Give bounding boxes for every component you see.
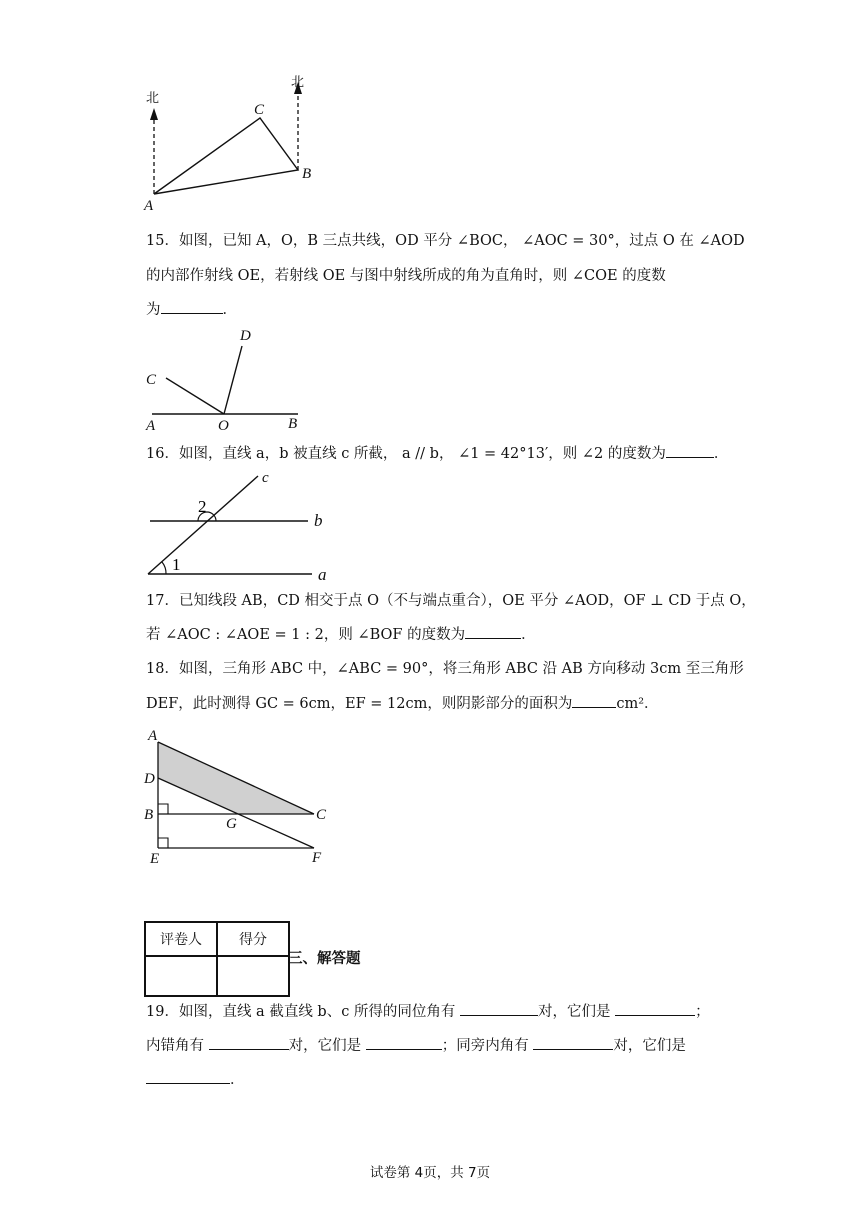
triangle-abc xyxy=(154,118,298,194)
point-o: O xyxy=(218,418,229,434)
q19-line3 xyxy=(146,1069,245,1090)
arrowhead-left xyxy=(150,108,158,120)
point-a: A xyxy=(146,418,156,434)
ray-od xyxy=(224,346,242,414)
point-b: B xyxy=(288,416,298,432)
q19-line1 xyxy=(146,1001,710,1022)
figure-q18 xyxy=(140,726,340,871)
ray-oc xyxy=(166,378,224,414)
q16-text: 如图，直线 a，b 被直线 c 所截， a // b， ∠1 = 42°13′，则 ∠2 的度数为 xyxy=(178,446,666,462)
point-d: D xyxy=(144,771,155,787)
point-a: A xyxy=(148,728,158,744)
q15-answer-blank[interactable] xyxy=(161,299,223,314)
point-c: C xyxy=(316,807,327,823)
q16-suffix: ． xyxy=(713,446,729,462)
angle-2-label: 2 xyxy=(198,497,207,516)
angle-1-label: 1 xyxy=(172,555,181,574)
q19-blank-5[interactable] xyxy=(533,1035,613,1050)
point-c: C xyxy=(146,372,157,388)
q15-line2 xyxy=(146,266,666,286)
q15-text-2: 的内部作射线 OE，若射线 OE 与图中射线所成的角为直角时，则 ∠COE 的度数 xyxy=(146,268,666,284)
reviewer-header: 评卷人 xyxy=(145,922,217,956)
q17-line2 xyxy=(146,624,536,645)
right-angle-e xyxy=(158,838,168,848)
q15-text-1: 如图，已知 A，O，B 三点共线，OD 平分 ∠BOC， ∠AOC = 30°，过点 O 在 ∠AOD xyxy=(178,233,745,249)
q19-line2 xyxy=(146,1035,686,1056)
q19-number: 19． xyxy=(146,1004,179,1020)
q15-line3 xyxy=(146,299,237,320)
point-b: B xyxy=(302,166,312,182)
reviewer-cell[interactable] xyxy=(145,956,217,996)
q19-text-1a: 如图，直线 a 截直线 b、c 所得的同位角有 xyxy=(178,1004,456,1020)
section-title: 三、解答题 xyxy=(288,951,361,967)
q18-answer-blank[interactable] xyxy=(572,693,616,708)
page-footer: 试卷第 4页，共 7页 xyxy=(369,1165,491,1181)
north-label-left: 北 xyxy=(146,91,160,106)
q15-suffix: ． xyxy=(222,302,237,318)
point-a: A xyxy=(144,198,154,214)
angle-1-arc xyxy=(162,562,166,574)
label-c: c xyxy=(262,470,269,486)
point-g: G xyxy=(226,816,237,832)
q18-text-2: DEF，此时测得 GC = 6cm，EF = 12cm，则阴影部分的面积为 xyxy=(146,696,573,712)
score-header: 得分 xyxy=(217,922,289,956)
point-b: B xyxy=(144,807,154,823)
figure-q14 xyxy=(130,70,330,215)
q18-suffix: cm²． xyxy=(616,696,659,712)
q19-blank-2[interactable] xyxy=(615,1001,695,1016)
q19-blank-4[interactable] xyxy=(366,1035,442,1050)
q19-blank-1[interactable] xyxy=(460,1001,538,1016)
score-cell[interactable] xyxy=(217,956,289,996)
q16-answer-blank[interactable] xyxy=(666,443,714,458)
right-angle-b xyxy=(158,804,168,814)
q18-line1 xyxy=(146,659,744,679)
q19-blank-6[interactable] xyxy=(146,1069,230,1084)
q17-line1 xyxy=(146,591,756,611)
q15-line1 xyxy=(146,231,745,251)
q18-number: 18． xyxy=(146,661,179,677)
q17-text-1: 已知线段 AB，CD 相交于点 O（不与端点重合），OE 平分 ∠AOD，OF ⊥ CD 于点 O， xyxy=(178,593,756,609)
score-table xyxy=(144,921,290,997)
point-d: D xyxy=(240,328,251,344)
q19-suffix: ． xyxy=(230,1072,245,1088)
figure-q15 xyxy=(140,322,320,434)
q17-suffix: ． xyxy=(521,627,536,643)
q15-number: 15． xyxy=(146,233,179,249)
label-b: b xyxy=(314,511,323,530)
north-label-right: 北 xyxy=(291,75,305,90)
q18-line2 xyxy=(146,693,659,714)
label-a: a xyxy=(318,565,327,584)
point-c: C xyxy=(254,102,265,118)
q17-text-2: 若 ∠AOC : ∠AOE = 1 : 2，则 ∠BOF 的度数为 xyxy=(146,627,466,643)
q19-blank-3[interactable] xyxy=(209,1035,289,1050)
figure-q16 xyxy=(140,464,340,586)
q18-text-1: 如图，三角形 ABC 中，∠ABC = 90°，将三角形 ABC 沿 AB 方向移动 3cm 至三角形 xyxy=(178,661,744,677)
q19-text-2a: 内错角有 xyxy=(146,1038,204,1054)
q19-text-2b: 对，它们是 xyxy=(288,1038,362,1054)
q17-answer-blank[interactable] xyxy=(465,624,521,639)
q16-line1 xyxy=(146,443,728,464)
q15-text-3: 为 xyxy=(146,302,161,318)
q19-text-2d: 对，它们是 xyxy=(613,1038,686,1054)
q19-text-1c: ； xyxy=(695,1004,710,1020)
point-f: F xyxy=(312,850,322,866)
q19-text-1b: 对，它们是 xyxy=(538,1004,611,1020)
q17-number: 17． xyxy=(146,593,179,609)
q19-text-2c: ；同旁内角有 xyxy=(441,1038,529,1054)
point-e: E xyxy=(150,851,160,867)
q16-number: 16． xyxy=(146,446,179,462)
line-c xyxy=(148,476,258,574)
